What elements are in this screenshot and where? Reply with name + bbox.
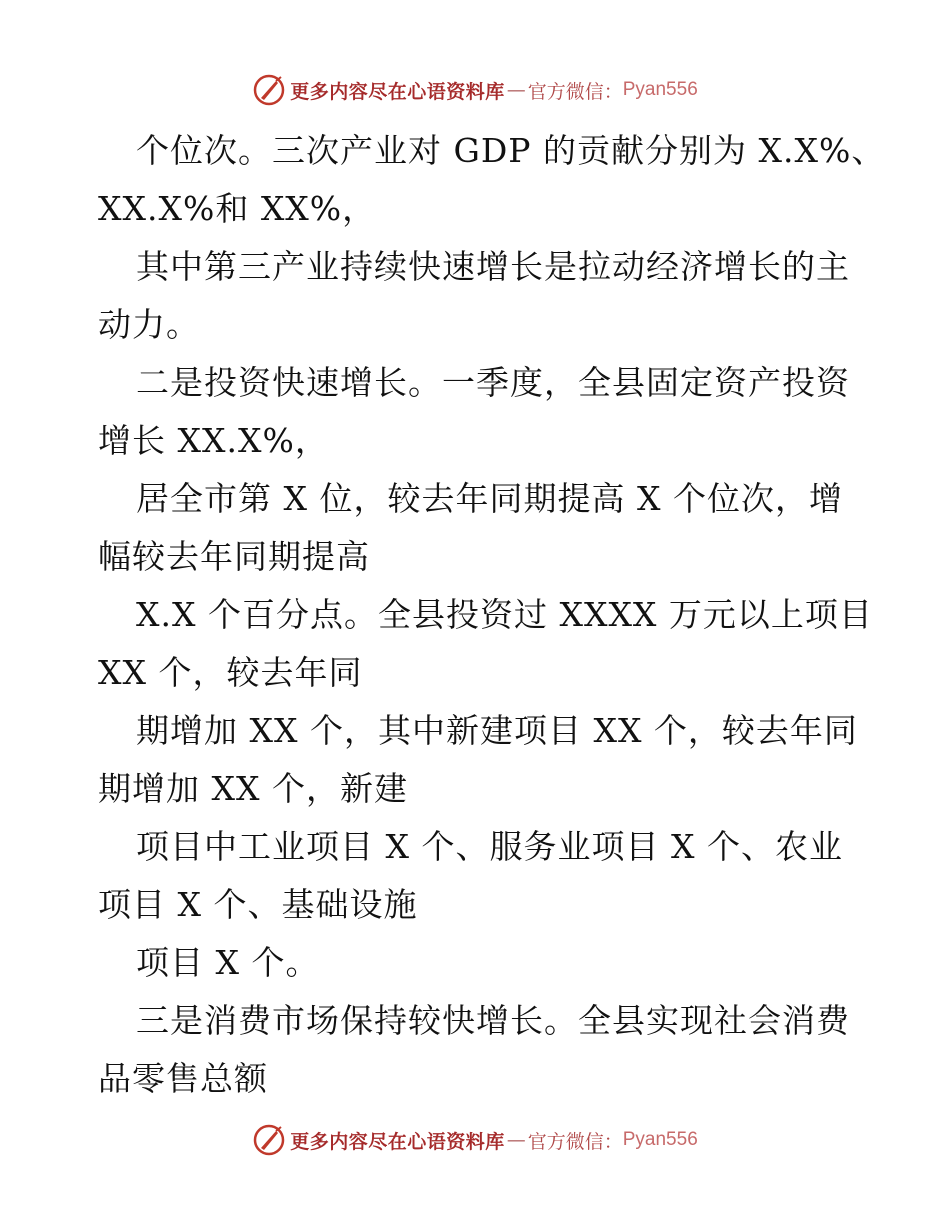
watermark-wechat-id: Pyan556 (622, 1129, 698, 1150)
text-line: 项目 X 个、基础设施 (98, 885, 418, 924)
text-line: 项目 X 个。 (136, 943, 320, 982)
text-line: 三是消费市场保持较快增长。全县实现社会消费 (136, 1001, 850, 1040)
watermark-dash: — (506, 1129, 526, 1151)
text-line: X.X 个百分点。全县投资过 XXXX 万元以上项目 (136, 595, 873, 634)
watermark-wechat-label: 官方微信： (527, 1130, 623, 1153)
header-watermark (0, 70, 950, 110)
text-line: XX 个，较去年同 (98, 653, 363, 692)
text-line: 品零售总额 (98, 1059, 268, 1098)
text-line: XX.X%和 XX%， (98, 189, 377, 228)
document-body (98, 122, 886, 1108)
text-line: 其中第三产业持续快速增长是拉动经济增长的主 (136, 247, 850, 286)
text-line: 动力。 (98, 305, 200, 344)
footer-watermark (0, 1120, 950, 1160)
watermark-text: 更多内容尽在心语资料库 (290, 1130, 505, 1153)
text-line: 期增加 XX 个，其中新建项目 XX 个，较去年同 (136, 711, 858, 750)
watermark-dash: — (506, 79, 526, 101)
text-line: 居全市第 X 位，较去年同期提高 X 个位次，增 (136, 479, 843, 518)
text-line: 个位次。三次产业对 GDP 的贡献分别为 X.X%、 (136, 131, 886, 170)
text-line: 幅较去年同期提高 (98, 537, 370, 576)
text-line: 二是投资快速增长。一季度，全县固定资产投资 (136, 363, 850, 402)
watermark-wechat-label: 官方微信： (527, 80, 623, 103)
watermark-wechat-id: Pyan556 (622, 79, 698, 100)
quill-logo-icon (252, 1123, 286, 1157)
text-line: 增长 XX.X%， (98, 421, 329, 460)
quill-logo-icon (252, 73, 286, 107)
watermark-text: 更多内容尽在心语资料库 (290, 80, 505, 103)
text-line: 项目中工业项目 X 个、服务业项目 X 个、农业 (136, 827, 843, 866)
text-line: 期增加 XX 个，新建 (98, 769, 408, 808)
